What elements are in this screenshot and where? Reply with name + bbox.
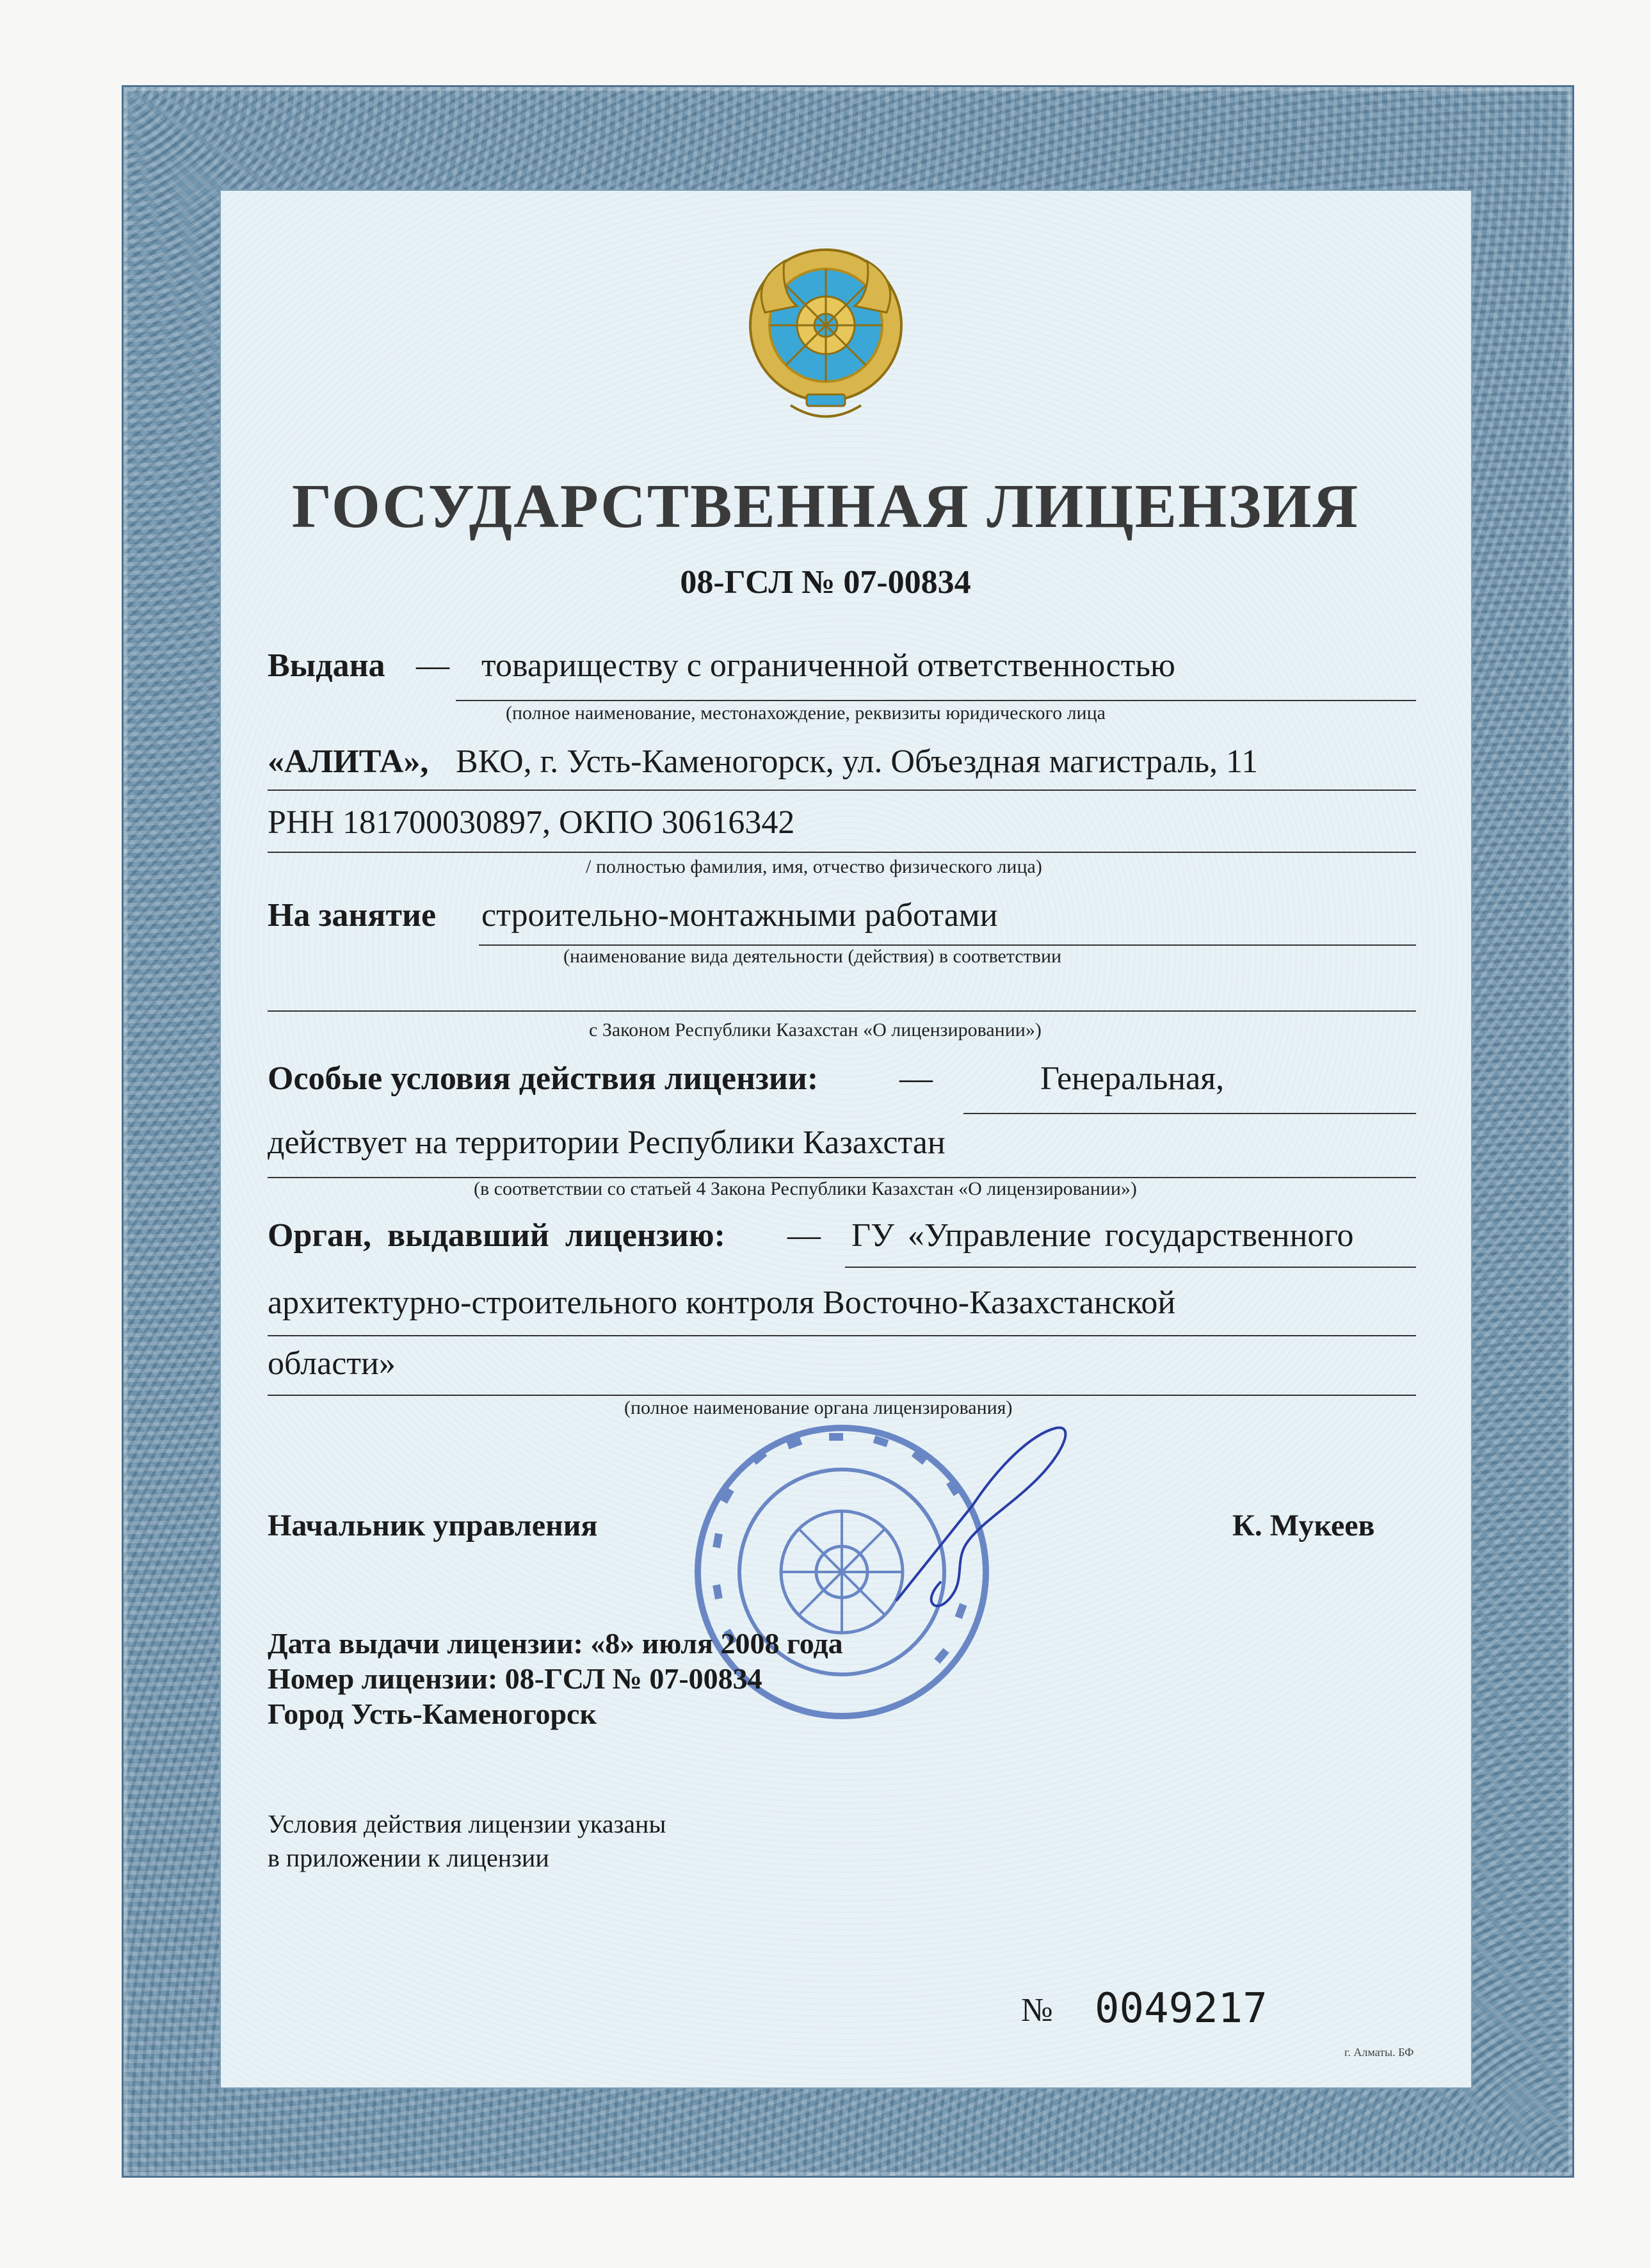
- issued-underline-3: [268, 852, 1416, 853]
- conditions-value-1: Генеральная,: [1040, 1060, 1225, 1097]
- handwritten-signature: [871, 1409, 1082, 1620]
- document-title: ГОСУДАРСТВЕННАЯ ЛИЦЕНЗИЯ: [291, 472, 1360, 541]
- authority-value-3: области»: [268, 1345, 396, 1382]
- authority-value-2: архитектурно-строительного контроля Восточно-Казахстанской: [268, 1284, 1176, 1321]
- activity-label: На занятие: [268, 897, 437, 934]
- conditions-value-2: действует на территории Республики Казахстан: [268, 1124, 946, 1161]
- issued-underline-2: [268, 790, 1416, 791]
- signatory-position: Начальник управления: [268, 1509, 598, 1543]
- authority-value-1: ГУ «Управление государственного: [851, 1217, 1354, 1254]
- signatory-name: К. Мукеев: [1232, 1509, 1375, 1543]
- conditions-dash: —: [899, 1060, 933, 1097]
- serial-prefix: №: [1021, 1992, 1053, 2029]
- license-number: Номер лицензии: 08-ГСЛ № 07-00834: [268, 1662, 762, 1695]
- license-code: 08-ГСЛ № 07-00834: [680, 564, 971, 601]
- issued-line1: товариществу с ограниченной ответственностью: [481, 647, 1175, 684]
- note-line-2: в приложении к лицензии: [268, 1843, 549, 1872]
- issued-caption-2: / полностью фамилия, имя, отчество физического лица): [586, 856, 1042, 877]
- company-address: ВКО, г. Усть-Каменогорск, ул. Объездная магистраль, 11: [456, 743, 1259, 780]
- company-ids: РНН 181700030897, ОКПО 30616342: [268, 804, 795, 841]
- issued-label: Выдана: [268, 647, 385, 684]
- state-emblem-icon: [746, 242, 906, 434]
- issue-city: Город Усть-Каменогорск: [268, 1697, 597, 1730]
- activity-caption-2: с Законом Республики Казахстан «О лицензировании»): [589, 1019, 1042, 1041]
- authority-underline-2: [268, 1335, 1416, 1336]
- issued-dash: —: [416, 647, 449, 684]
- issue-date: Дата выдачи лицензии: «8» июля 2008 года: [268, 1627, 843, 1660]
- company-name: «АЛИТА»,: [268, 743, 429, 780]
- activity-caption-1: (наименование вида деятельности (действия) в соответствии: [563, 946, 1062, 967]
- issued-caption-1: (полное наименование, местонахождение, реквизиты юридического лица: [506, 702, 1106, 724]
- authority-caption: (полное наименование органа лицензирования): [624, 1397, 1013, 1418]
- authority-underline-3: [268, 1395, 1416, 1396]
- conditions-label: Особые условия действия лицензии:: [268, 1060, 819, 1097]
- authority-dash: —: [787, 1217, 821, 1254]
- conditions-caption: (в соответствии со статьей 4 Закона Республики Казахстан «О лицензировании»): [474, 1178, 1137, 1199]
- printer-mark: г. Алматы. БФ: [1344, 2046, 1414, 2059]
- conditions-underline-1: [963, 1113, 1416, 1114]
- serial-number: 0049217: [1095, 1985, 1268, 2032]
- note-line-1: Условия действия лицензии указаны: [268, 1810, 666, 1838]
- authority-label: Орган, выдавший лицензию:: [268, 1217, 725, 1254]
- activity-value: строительно-монтажными работами: [481, 897, 998, 934]
- authority-underline-1: [845, 1267, 1416, 1268]
- issued-underline-1: [456, 700, 1416, 701]
- activity-underline-2: [268, 1010, 1416, 1012]
